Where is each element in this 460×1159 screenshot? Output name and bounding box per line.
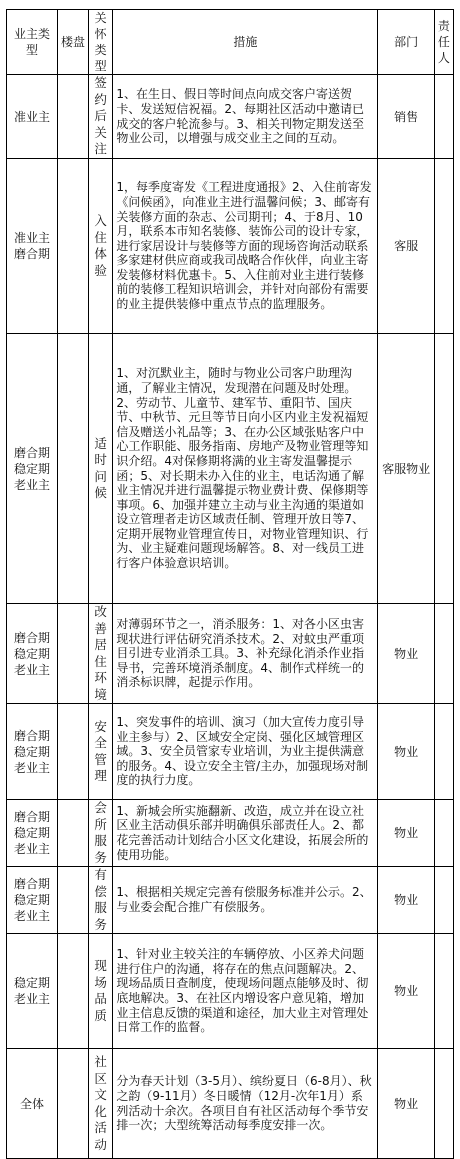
table-header-row	[7, 10, 454, 75]
person-cell	[434, 1049, 453, 1159]
table-row	[7, 334, 454, 604]
table-row	[7, 75, 454, 159]
owner-type-cell: 磨合期稳定期老业主	[7, 800, 58, 867]
care-type-cell: 签约后关注	[88, 75, 112, 159]
measure-cell: 分为春天计划（3-5月）、缤纷夏日（6-8月）、秋之韵（9-11月）冬日暖情（12月-次年1月）系列活动十余次。各项目自有社区活动每个季节安排一次；大型统筹活动每季度安排一次。	[113, 1049, 378, 1159]
dept-cell: 客服	[378, 159, 434, 334]
measure-cell: 对薄弱环节之一，消杀服务：1、对各小区虫害现状进行评估研究消杀技术。2、对蚊虫严重项目引进专业消杀工具。3、补充绿化消杀作业指导书，完善环境消杀制度。4、制作式样统一的消杀标识牌，起提示作用。	[113, 604, 378, 704]
project-cell	[58, 159, 89, 334]
project-cell	[58, 800, 89, 867]
measure-cell: 1、对沉默业主，随时与物业公司客户助理沟通，了解业主情况，发现潜在问题及时处理。2、劳动节、儿童节、建军节、重阳节、国庆节、中秋节、元旦等节日向小区内业主发祝福短信及赠送小礼品等；3、在办公区域张贴客户中心工作职能、服务指南、房地产及物业管理等知识介绍。4对保修期将满的业主寄发温馨提示函；5、对长期未办入住的业主，电话沟通了解业主情况并进行温馨提示物业费计费、保修期等事项。6、加强并建立主动与业主沟通的渠道如设立管理者走访区域责任制、管理开放日等7、定期开展物业管理宣传日，对物业管理知识、行为、业主疑难问题现场解答。8、对一线员工进行客户体验意识培训。	[113, 334, 378, 604]
dept-cell: 物业	[378, 867, 434, 934]
person-cell	[434, 704, 453, 800]
project-cell	[58, 334, 89, 604]
owner-type-cell: 全体	[7, 1049, 58, 1159]
care-type-cell: 会所服务	[88, 800, 112, 867]
dept-cell: 物业	[378, 1049, 434, 1159]
project-cell	[58, 75, 89, 159]
care-type-cell: 入住体验	[88, 159, 112, 334]
person-cell	[434, 604, 453, 704]
header-person: 责任人	[434, 10, 453, 75]
care-type-cell: 有偿服务	[88, 867, 112, 934]
project-cell	[58, 604, 89, 704]
care-type-cell: 适时问候	[88, 334, 112, 604]
header-project: 楼盘	[58, 10, 89, 75]
owner-type-cell: 稳定期老业主	[7, 934, 58, 1049]
measure-cell: 1、新城会所实施翻新、改造，成立并在设立社区业主活动俱乐部并明确俱乐部责任人。2、都花完善活动计划结合小区文化建设，拓展会所的使用功能。	[113, 800, 378, 867]
dept-cell: 物业	[378, 704, 434, 800]
owner-type-cell: 磨合期稳定期老业主	[7, 604, 58, 704]
measure-cell: 1、针对业主较关注的车辆停放、小区养犬问题进行住户的沟通，将存在的焦点问题解决。2、现场品质日查制度，使现场问题点能够及时、彻底地解决。3、在社区内增设客户意见箱，增加业主信息反馈的渠道和途径，加大业主对管理处日常工作的监督。	[113, 934, 378, 1049]
dept-cell: 物业	[378, 934, 434, 1049]
project-cell	[58, 934, 89, 1049]
owner-type-cell: 准业主磨合期	[7, 159, 58, 334]
owner-type-cell: 磨合期稳定期老业主	[7, 704, 58, 800]
header-care-type: 关怀类型	[88, 10, 112, 75]
project-cell	[58, 867, 89, 934]
care-type-cell: 社区文化活动	[88, 1049, 112, 1159]
person-cell	[434, 75, 453, 159]
dept-cell: 客服物业	[378, 334, 434, 604]
owner-type-cell: 准业主	[7, 75, 58, 159]
care-type-cell: 安全管理	[88, 704, 112, 800]
project-cell	[58, 1049, 89, 1159]
table-row	[7, 704, 454, 800]
owner-type-cell: 磨合期稳定期老业主	[7, 334, 58, 604]
table-row	[7, 800, 454, 867]
measure-cell: 1，每季度寄发《工程进度通报》2、入住前寄发《问候函》，向准业主进行温馨问候；3、邮寄有关装修方面的杂志、公司期刊；4、于8月、10月，联系本市知名装修、装饰公司的设计专家，进行家居设计与装修等方面的现场咨询活动联系多家建材供应商或我司战略合作伙伴，向业主寄发装修材料优惠卡。5、入住前对业主进行装修前的装修工程知识培训会，并针对向部份有需要的业主提供装修中重点节点的监理服务。	[113, 159, 378, 334]
table-row	[7, 159, 454, 334]
care-type-cell: 现场品质	[88, 934, 112, 1049]
person-cell	[434, 159, 453, 334]
person-cell	[434, 800, 453, 867]
measure-cell: 1、突发事件的培训、演习（加大宣传力度引导业主参与）2、区域安全定岗、强化区域管理区域。3、安全员管家专业培训，为业主提供满意的服务。4、设立安全主管/主办，加强现场对制度的执行力度。	[113, 704, 378, 800]
owner-care-table	[6, 9, 454, 1159]
table-row	[7, 604, 454, 704]
table-row	[7, 934, 454, 1049]
header-measure: 措施	[113, 10, 378, 75]
measure-cell: 1、在生日、假日等时间点向成交客户寄送贺卡、发送短信祝福。2、每期社区活动中邀请已成交的客户轮流参与。3、相关刊物定期发送至物业公司，以增强与成交业主之间的互动。	[113, 75, 378, 159]
dept-cell: 销售	[378, 75, 434, 159]
person-cell	[434, 334, 453, 604]
header-owner-type: 业主类型	[7, 10, 58, 75]
care-type-cell: 改善居住环境	[88, 604, 112, 704]
table-row	[7, 867, 454, 934]
project-cell	[58, 704, 89, 800]
person-cell	[434, 934, 453, 1049]
table-row	[7, 1049, 454, 1159]
header-dept: 部门	[378, 10, 434, 75]
dept-cell: 物业	[378, 800, 434, 867]
dept-cell: 物业	[378, 604, 434, 704]
person-cell	[434, 867, 453, 934]
measure-cell: 1、根据相关规定完善有偿服务标准并公示。2、与业委会配合推广有偿服务。	[113, 867, 378, 934]
owner-type-cell: 磨合期稳定期老业主	[7, 867, 58, 934]
